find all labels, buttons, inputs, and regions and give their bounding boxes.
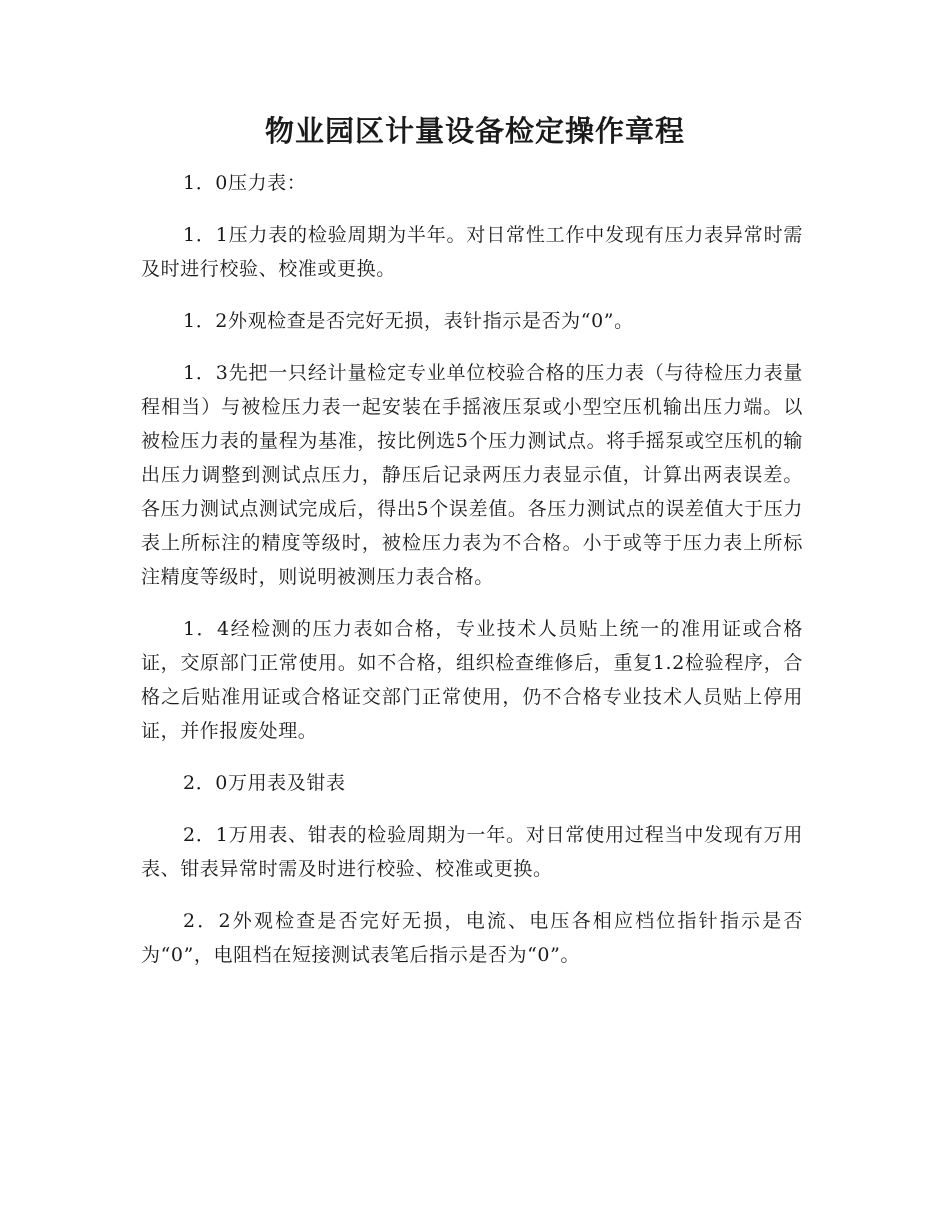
paragraph-2-1: 2．1万用表、钳表的检验周期为一年。对日常使用过程当中发现有万用表、钳表异常时需及时进行校验、校准或更换。 [141,824,803,880]
paragraph-1-4: 1．4经检测的压力表如合格，专业技术人员贴上统一的准用证或合格证，交原部门正常使用。如不合格，组织检查维修后，重复1.2检验程序，合格之后贴准用证或合格证交部门正常使用，仍不合格专业技术人员贴上停用证，并作报废处理。 [141,618,803,742]
document-title: 物业园区计量设备检定操作章程 [264,114,685,148]
document-body [141,166,803,990]
paragraph-2-2: 2．2外观检查是否完好无损，电流、电压各相应档位指针指示是否为“0”，电阻档在短接测试表笔后指示是否为“0”。 [141,910,803,966]
paragraph-1-2: 1．2外观检查是否完好无损，表针指示是否为“0”。 [183,310,634,332]
section-heading-2-0: 2．0万用表及钳表 [183,772,346,794]
section-heading-1-0: 1．0压力表： [183,172,307,194]
paragraph-1-3: 1．3先把一只经计量检定专业单位校验合格的压力表（与待检压力表量程相当）与被检压力表一起安装在手摇液压泵或小型空压机输出压力端。以被检压力表的量程为基准，按比例选5个压力测试点。将手摇泵或空压机的输出压力调整到测试点压力，静压后记录两压力表显示值，计算出两表误差。各压力测试点测试完成后，得出5个误差值。各压力测试点的误差值大于压力表上所标注的精度等级时，被检压力表为不合格。小于或等于压力表上所标注精度等级时，则说明被测压力表合格。 [141,362,803,588]
paragraph-1-1: 1．1压力表的检验周期为半年。对日常性工作中发现有压力表异常时需及时进行校验、校准或更换。 [141,224,803,280]
